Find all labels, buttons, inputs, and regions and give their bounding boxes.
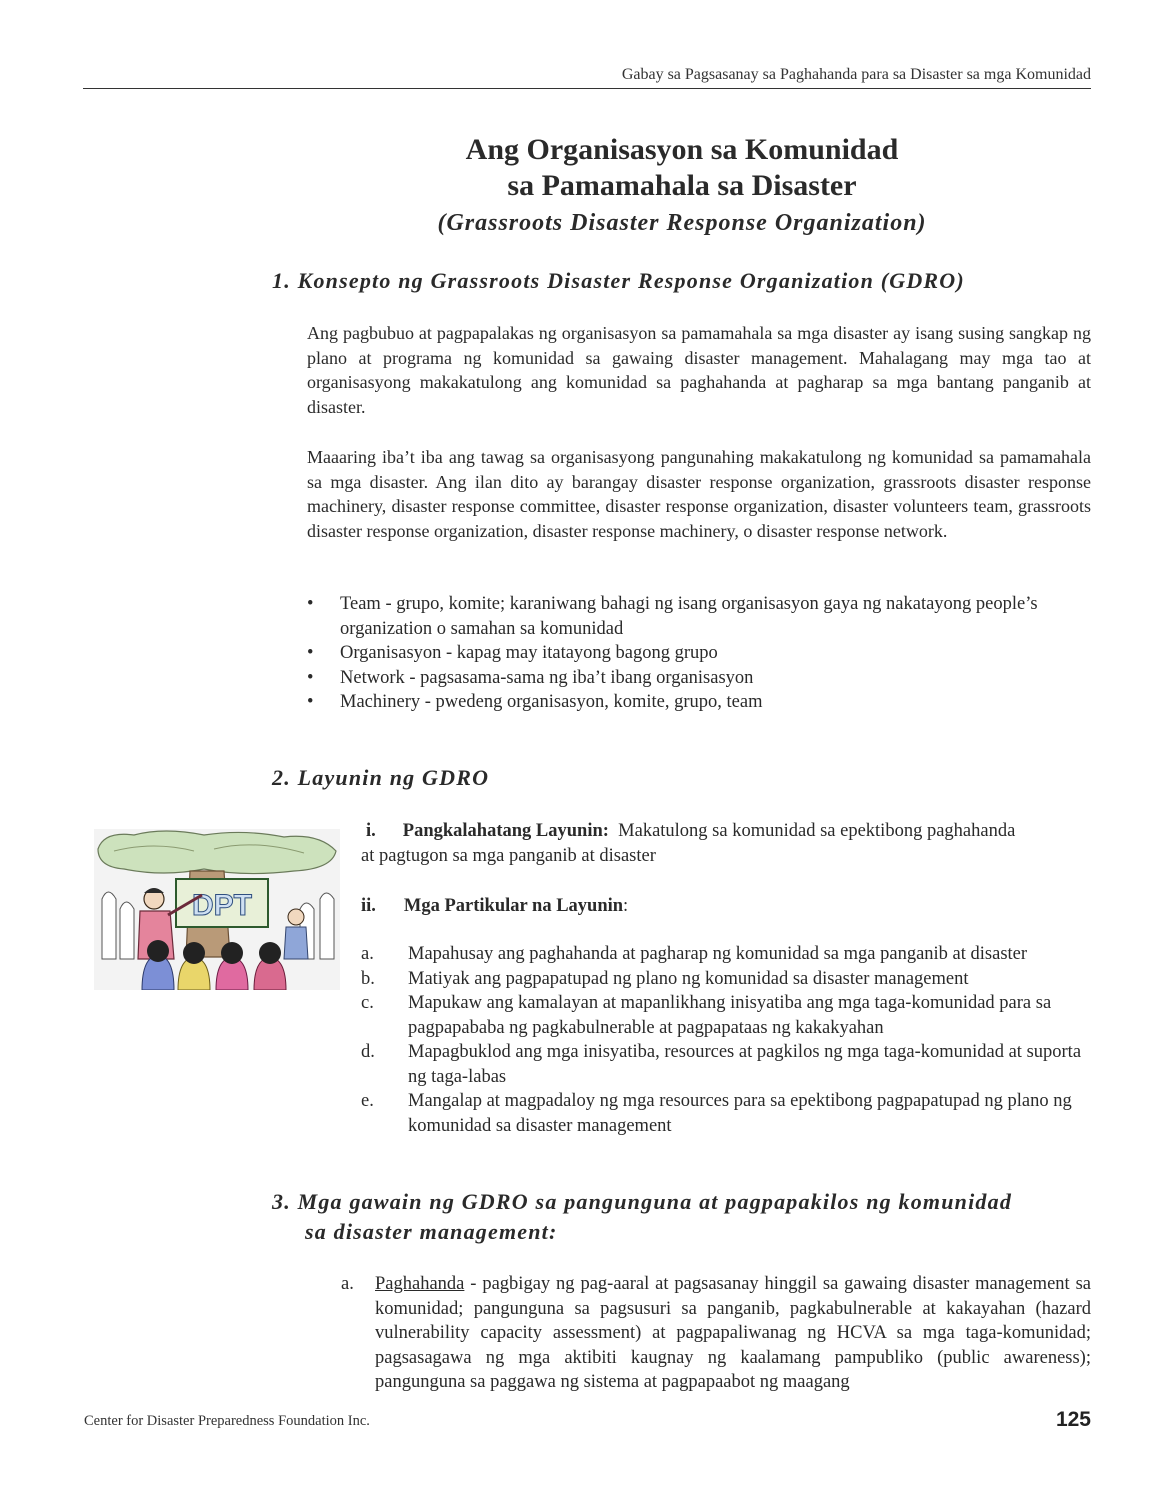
- activity-text-block: [375, 1272, 1091, 1395]
- page-title-line1: Ang Organisasyon sa Komunidad: [465, 133, 899, 166]
- list-item-text: Mangalap at magpadaloy ng mga resources para sa epektibong pagpapatupad ng plano ng komunidad sa disaster management: [408, 1091, 1072, 1136]
- list-item: [361, 1040, 1091, 1089]
- list-item: [361, 1089, 1091, 1138]
- activity-text: - pagbigay ng pag-aaral at pagsasanay hinggil sa gawaing disaster management sa komunidad; pangunguna sa pagsusuri sa panganib, pagkabulnerable at kakayahan (hazard vulnerability capacity assessment) at pagpapaliwanag ng HCVA sa mga taga-komunidad; pagsasagawa ng mga aktibiti kaugnay ng kaalamang pampubliko (public awareness); pangunguna sa paggawa ng sistema at pagpapaabot ng maagang: [375, 1274, 1091, 1392]
- participant-head: [288, 909, 304, 925]
- section1-bullet-list: [307, 592, 1091, 715]
- list-item: [361, 991, 1091, 1040]
- participant-body: [284, 927, 308, 959]
- footer-publisher: Center for Disaster Preparedness Foundation Inc.: [84, 1413, 370, 1429]
- community-training-illustration: [94, 829, 340, 990]
- general-objective-text: Makatulong sa komunidad sa epektibong paghahanda: [618, 821, 1016, 841]
- bullet-glyph: •: [307, 594, 314, 614]
- list-item: [361, 942, 1091, 967]
- list-item: [307, 592, 1091, 641]
- page-title-line2: sa Pamamahala sa Disaster: [507, 169, 857, 202]
- activity-letter: a.: [341, 1274, 354, 1294]
- section3-heading-line1: 3. Mga gawain ng GDRO sa pangunguna at pagpapakilos ng komunidad: [272, 1189, 1013, 1214]
- child-3-head: [221, 942, 243, 964]
- board-text: DPT: [192, 889, 252, 922]
- general-objective-label: Pangkalahatang Layunin:: [402, 821, 609, 841]
- activity-term: Paghahanda: [375, 1274, 465, 1294]
- list-item-letter: e.: [361, 1091, 374, 1111]
- list-item-letter: a.: [361, 944, 374, 964]
- page-number: 125: [1055, 1408, 1091, 1431]
- list-item-text: Matiyak ang pagpapatupad ng plano ng komunidad sa disaster management: [408, 968, 969, 989]
- child-1-head: [147, 940, 169, 962]
- section1-paragraph-2: Maaaring iba’t iba ang tawag sa organisasyong pangunahing makakatulong ng komunidad sa pamamahala sa mga disaster. Ang ilan dito ay barangay disaster response organization, grassroots disaster response machinery, disaster response committee, disaster response organization, disaster volunteers team, grassroots disaster response organization, disaster response machinery, o disaster response network.: [307, 447, 1091, 541]
- list-item-text: Mapagbuklod ang mga inisyatiba, resources at pagkilos ng mga taga-komunidad at suporta ng taga-labas: [408, 1042, 1082, 1087]
- specific-objectives-numeral: ii.: [361, 896, 376, 916]
- list-item-letter: c.: [361, 993, 374, 1013]
- list-item-text: Network - pagsasama-sama ng iba’t ibang organisasyon: [340, 667, 754, 688]
- list-item: [307, 641, 1091, 666]
- list-item-text: Mapahusay ang paghahanda at pagharap ng komunidad sa mga panganib at disaster: [408, 944, 1028, 964]
- page-subtitle: (Grassroots Disaster Response Organization): [437, 210, 927, 236]
- list-item-text: Team - grupo, komite; karaniwang bahagi ng isang organisasyon gaya ng nakatayong people’s organization o samahan sa komunidad: [340, 594, 1038, 639]
- list-item-text: Organisasyon - kapag may itatayong bagong grupo: [340, 643, 718, 663]
- list-item: [307, 666, 1091, 691]
- specific-objectives-colon: :: [623, 896, 629, 916]
- section1-paragraph-1: Ang pagbubuo at pagpapalakas ng organisasyon sa pamamahala sa mga disaster ay isang susing sangkap ng plano at programa ng komunidad sa gawaing disaster management. Mahalagang may mga tao at organisasyong makakatulong ang komunidad sa paghahanda at pagharap sa mga bantang panganib at disaster.: [307, 323, 1091, 417]
- bullet-glyph: •: [307, 667, 314, 688]
- general-objective-line: [366, 819, 1015, 844]
- header-rule: [83, 88, 1091, 89]
- bullet-glyph: •: [307, 692, 314, 712]
- general-objective-continuation: at pagtugon sa mga panganib at disaster: [361, 846, 656, 866]
- section3-item-a: [341, 1272, 1091, 1395]
- list-item-text: Mapukaw ang kamalayan at mapanlikhang inisyatiba ang mga taga-komunidad para sa pagpapababa ng pagkabulnerable at pagpapataas ng kakakyahan: [408, 993, 1052, 1038]
- list-item-letter: d.: [361, 1042, 375, 1062]
- list-item-text: Machinery - pwedeng organisasyon, komite, grupo, team: [340, 692, 763, 712]
- general-objective-numeral: i.: [366, 821, 376, 841]
- section1-heading: 1. Konsepto ng Grassroots Disaster Response Organization (GDRO): [272, 268, 965, 293]
- child-2-head: [183, 942, 205, 964]
- specific-objectives-list: [361, 942, 1091, 1138]
- section2-heading: 2. Layunin ng GDRO: [272, 765, 490, 790]
- section3-heading-line2: sa disaster management:: [305, 1219, 558, 1244]
- specific-objectives-label: Mga Partikular na Layunin: [403, 896, 624, 916]
- running-header: Gabay sa Pagsasanay sa Paghahanda para sa Disaster sa mga Komunidad: [621, 66, 1091, 83]
- list-item-letter: b.: [361, 968, 375, 989]
- list-item: [307, 690, 1091, 715]
- bullet-glyph: •: [307, 643, 314, 663]
- specific-objectives-heading: [361, 894, 628, 919]
- child-4-head: [259, 942, 281, 964]
- list-item: [361, 967, 1091, 992]
